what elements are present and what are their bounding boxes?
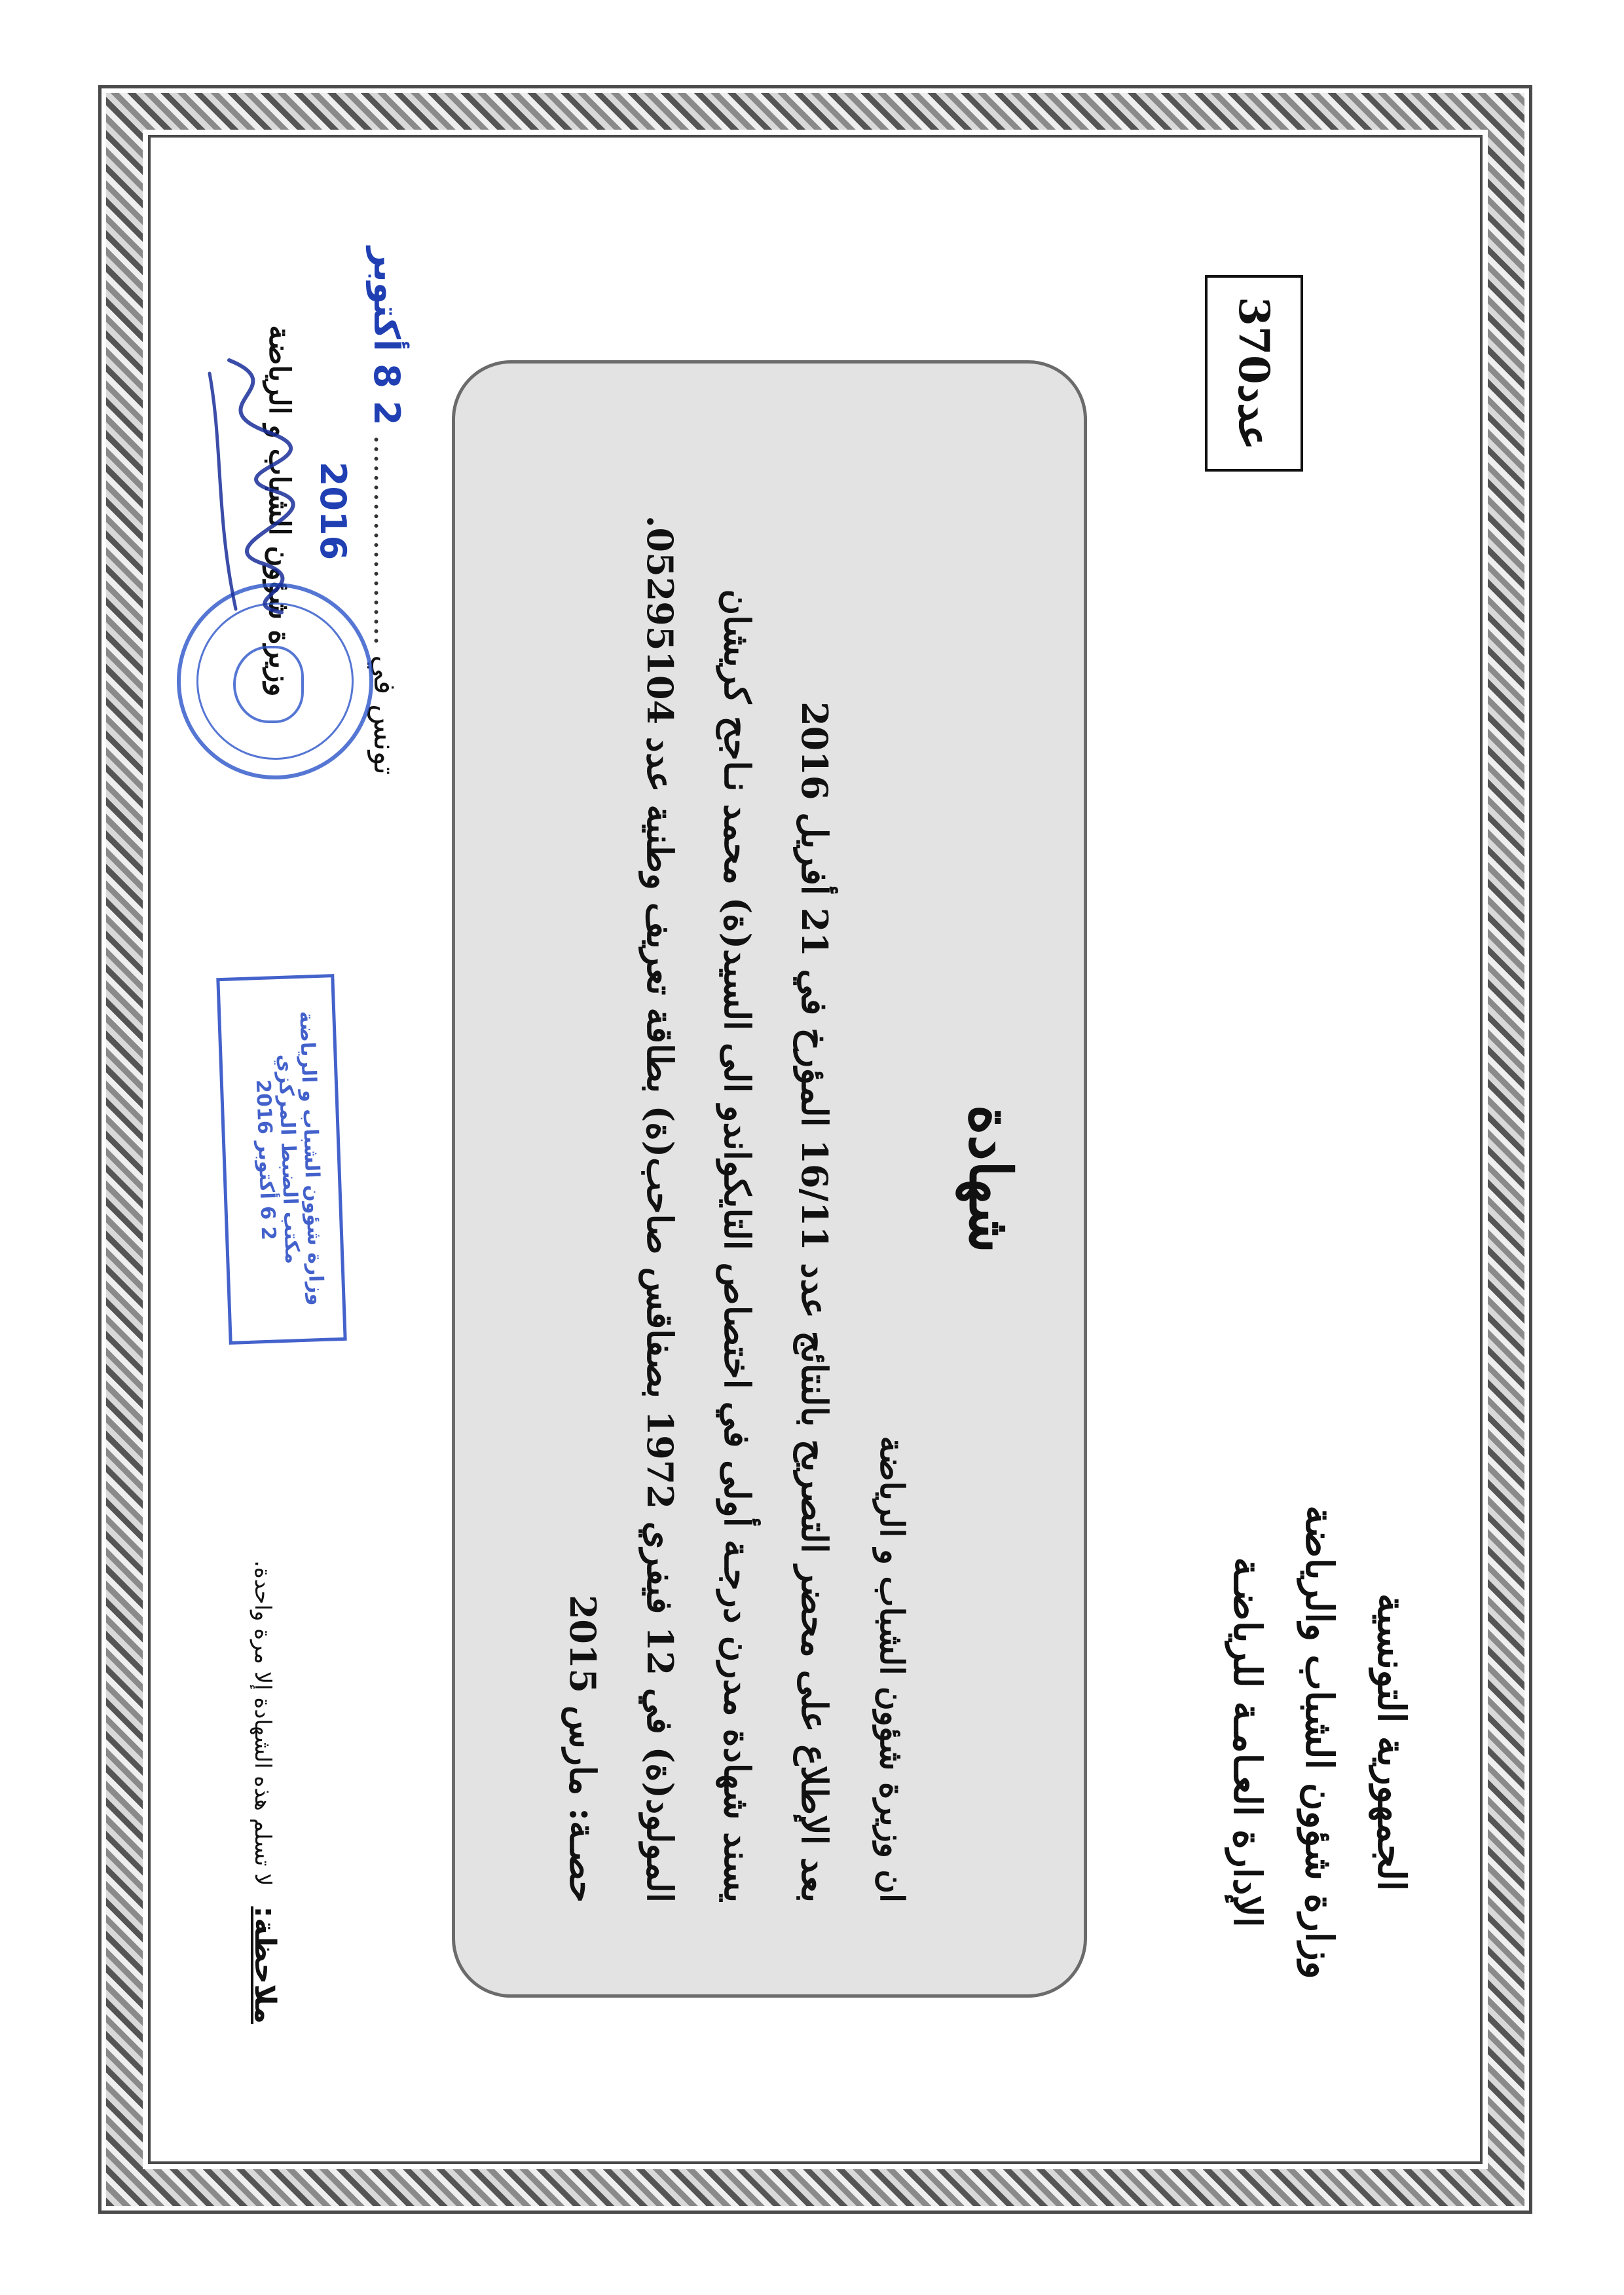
certificate-line-4: حصـة: مارس 2015	[562, 1594, 604, 1903]
certificate-page	[170, 164, 1454, 2122]
certificate-intro: ان وزيرة شؤون الشباب و الرياضة	[873, 1436, 912, 1903]
certificate-line-1: بعد الإطلاع على محضر التصريح بالنتائج عدد 16/11 المؤرخ في 21 أفريل 2016	[794, 701, 836, 1903]
issuance-stamped-date: 2 8 أكتوبر 2016	[312, 246, 407, 561]
issuer-header	[1211, 1415, 1428, 2070]
note-label: ملاحظة:	[248, 1906, 282, 2024]
note-text: لا تسلم هذه الشهادة إلا مرة واحدة.	[249, 1560, 276, 1886]
document-number: عدد370	[1205, 275, 1303, 472]
registry-stamp-line-1: وزارة شؤون الشباب و الرياضة	[295, 1011, 328, 1306]
registry-stamp-line-2: مكتب الضبط المركزي	[273, 1053, 304, 1265]
issuance-dots: ......................	[367, 434, 403, 646]
certificate-card	[452, 360, 1087, 1998]
seal-emblem-icon	[233, 646, 304, 723]
note	[248, 1560, 282, 2024]
issuance-ministry: وزيرة شؤون الشباب و الرياضة	[263, 325, 296, 697]
issuance-place: تونس في	[367, 655, 403, 775]
certificate-line-2: يسند شهادة مدرن درجـة أولى في اختصاص التايكواندو الى السيد(ة) محمد نـاجح كريشان	[716, 589, 758, 1903]
header-republic: الجمهورية التونسية	[1369, 1593, 1414, 1892]
header-ministry: وزارة شؤون الشباب والرياضة	[1297, 1505, 1342, 1979]
header-directorate: الإدارة العـامـة للرياضـة	[1225, 1557, 1270, 1928]
registry-stamp-date: 2 6 أكتوبر 2016	[251, 1079, 280, 1241]
certificate-title: شهادة	[957, 1104, 1025, 1254]
signature-icon	[190, 347, 308, 622]
certificate-line-3: المولود(ة) في 12 فيفري 1972 بصفاقس صاحب(ة) بطاقة تعريف وطنية عدد 05295104.	[639, 515, 681, 1903]
registry-stamp	[216, 974, 346, 1345]
